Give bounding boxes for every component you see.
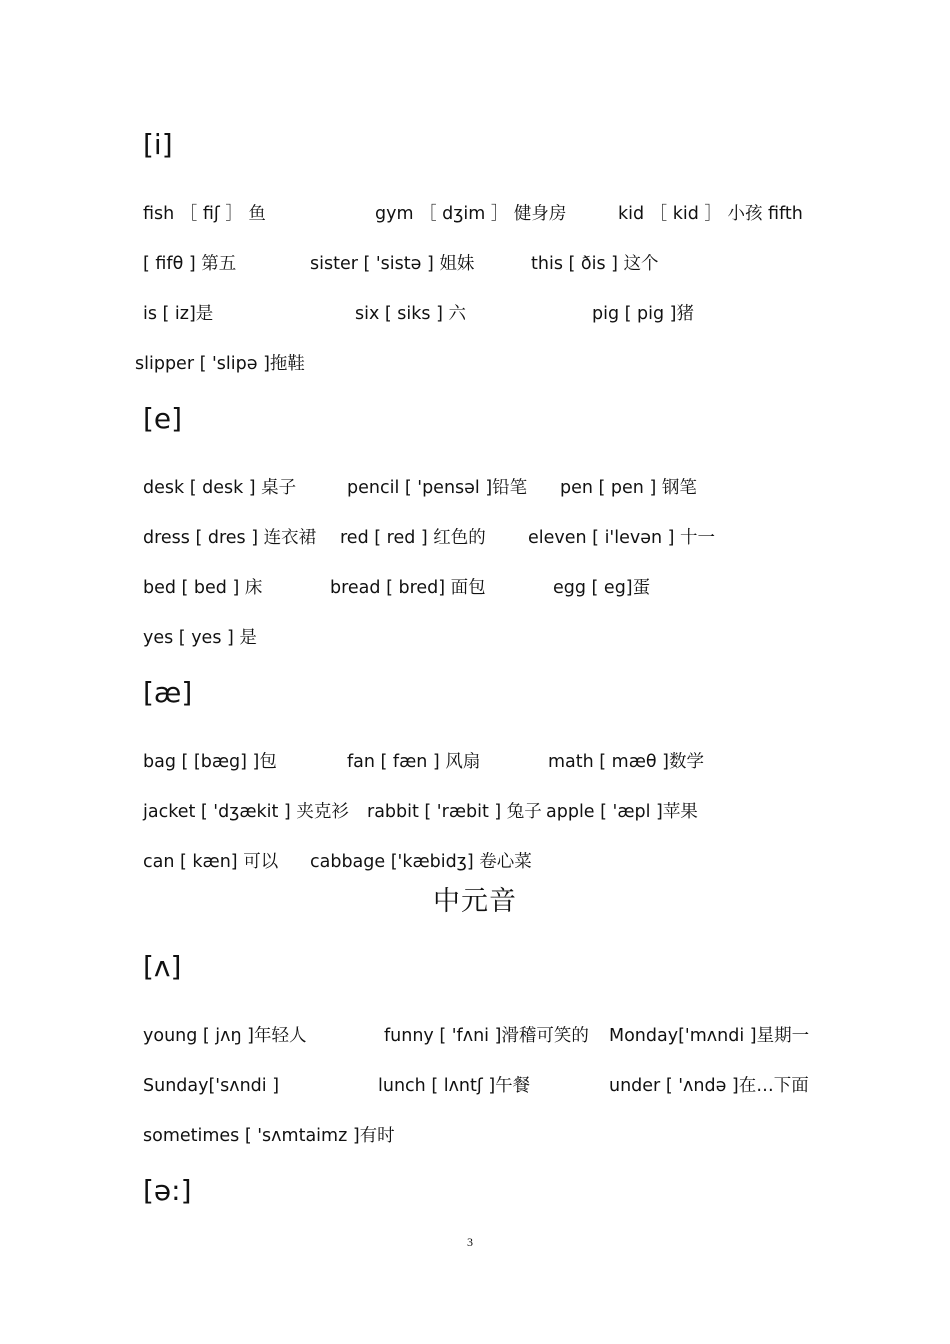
word-entry: apple [ 'æpl ]苹果 — [546, 802, 698, 822]
word-entry: slipper [ 'slipə ]拖鞋 — [135, 354, 305, 374]
word-entry: red [ red ] 红色的 — [340, 528, 486, 548]
word-entry: young [ jʌŋ ]年轻人 — [143, 1026, 307, 1046]
word-entry: this [ ðis ] 这个 — [531, 254, 659, 274]
word-entry: pig [ pig ]猪 — [592, 304, 695, 324]
word-entry: jacket [ 'dʒækit ] 夹克衫 — [143, 802, 349, 822]
word-entry: under [ 'ʌndə ]在…下面 — [609, 1076, 809, 1096]
word-entry: sometimes [ 'sʌmtaimz ]有时 — [143, 1126, 395, 1146]
word-line — [0, 576, 950, 600]
phoneme-heading-e: [e] — [143, 402, 183, 435]
page-number: 3 — [467, 1235, 473, 1249]
word-line — [0, 1024, 950, 1048]
word-entry: fan [ fæn ] 风扇 — [347, 752, 481, 772]
word-entry: pencil [ 'pensəl ]铅笔 — [347, 478, 528, 498]
word-entry: sister [ 'sistə ] 姐妹 — [310, 254, 475, 274]
word-entry: funny [ 'fʌni ]滑稽可笑的 — [384, 1026, 589, 1046]
word-line — [0, 476, 950, 500]
word-line — [0, 800, 950, 824]
word-line — [0, 202, 950, 226]
word-line — [0, 626, 950, 650]
phoneme-heading-er: [ə:] — [143, 1174, 192, 1207]
word-entry: is [ iz]是 — [143, 304, 214, 324]
word-line — [0, 1074, 950, 1098]
word-entry: bread [ bred] 面包 — [330, 578, 486, 598]
word-entry: can [ kæn] 可以 — [143, 852, 279, 872]
word-entry: six [ siks ] 六 — [355, 304, 466, 324]
word-entry: eleven [ i'levən ] 十一 — [528, 528, 716, 548]
word-line — [0, 750, 950, 774]
word-entry: kid ［ kid ］ 小孩 fifth — [618, 204, 803, 224]
word-entry: desk [ desk ] 桌子 — [143, 478, 297, 498]
section-subtitle: 中元音 — [433, 886, 517, 917]
word-entry: lunch [ lʌntʃ ]午餐 — [378, 1076, 531, 1096]
word-entry: gym ［ dʒim ］ 健身房 — [375, 204, 567, 224]
word-entry: cabbage ['kæbidʒ] 卷心菜 — [310, 852, 532, 872]
phoneme-heading-ae: [æ] — [143, 676, 193, 709]
word-entry: math [ mæθ ]数学 — [548, 752, 705, 772]
word-entry: Sunday['sʌndi ] — [143, 1076, 280, 1096]
word-entry: bag [ [bæg] ]包 — [143, 752, 277, 772]
word-line — [0, 850, 950, 874]
word-line — [0, 302, 950, 326]
phoneme-heading-i: [i] — [143, 128, 173, 161]
word-line — [0, 352, 950, 376]
word-entry: dress [ dres ] 连衣裙 — [143, 528, 317, 548]
word-entry: yes [ yes ] 是 — [143, 628, 257, 648]
word-entry: [ fifθ ] 第五 — [143, 254, 237, 274]
word-entry: fish ［ fiʃ ］ 鱼 — [143, 204, 266, 224]
word-entry: rabbit [ 'ræbit ] 兔子 — [367, 802, 542, 822]
word-entry: pen [ pen ] 钢笔 — [560, 478, 697, 498]
word-entry: egg [ eg]蛋 — [553, 578, 651, 598]
word-line — [0, 526, 950, 550]
word-entry: Monday['mʌndi ]星期一 — [609, 1026, 810, 1046]
word-entry: bed [ bed ] 床 — [143, 578, 263, 598]
word-line — [0, 252, 950, 276]
phoneme-heading-uh: [ʌ] — [143, 950, 182, 983]
word-line — [0, 1124, 950, 1148]
